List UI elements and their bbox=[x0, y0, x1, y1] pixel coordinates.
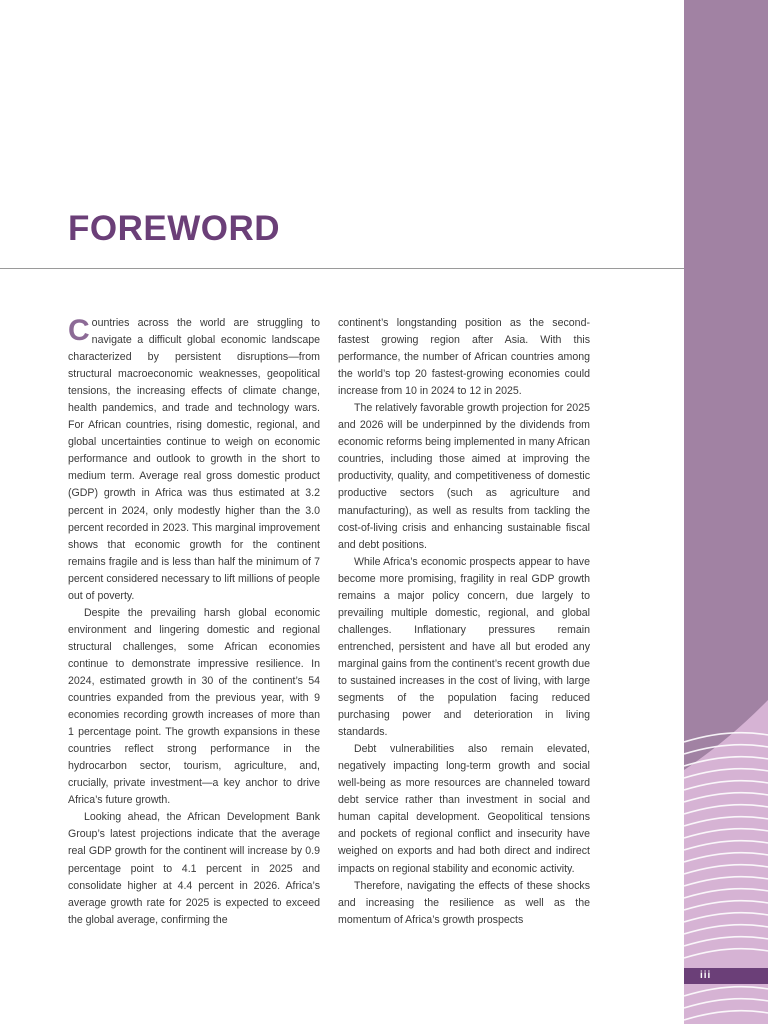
paragraph-text: ountries across the world are struggling to navigate a difficult global economic landscape characterized by persistent disruptions—from structural macroeconomic weaknesses, geopolitical tensions, the increasing effects of climate change, health pandemics, and trade and technology wars. For African countries, rising domestic, regional, and global uncertainties continue to weigh on economic performance and outlook to growth in the short to medium term. Average real gross domestic product (GDP) growth in Africa was thus estimated at 3.2 percent in 2024, only modestly higher than the 3.0 percent recorded in 2023. This marginal improvement shows that economic growth for the continent remains fragile and is less than half the minimum of 7 percent considered necessary to lift millions of people out of poverty. bbox=[68, 317, 320, 602]
title-divider bbox=[0, 268, 684, 269]
decorative-sidebar bbox=[684, 0, 768, 1024]
paragraph: Therefore, navigating the effects of these shocks and increasing the resilience as well as the momentum of Africa’s growth prospects bbox=[338, 879, 590, 926]
drop-cap: C bbox=[68, 314, 90, 347]
paragraph: The relatively favorable growth projection for 2025 and 2026 will be underpinned by the dividends from economic reforms being implemented in many African countries, including those aimed at improving the productivity, quality, and competitiveness of domestic productive sectors (such as agriculture and manufacturing), as well as results from tackling the cost-of-living crisis and enhancing sustainable fiscal and debt positions. bbox=[338, 402, 591, 551]
text-column-left bbox=[68, 315, 320, 929]
paragraph: While Africa’s economic prospects appear to have become more promising, fragility in real GDP growth remains a major policy concern, due largely to prevailing multiple domestic, regional, and global challenges. Inflationary pressures remain entrenched, persistent and have all but eroded any marginal gains from the continent’s recent growth due to sustained increases in the cost of living, with large segments of the population facing reduced purchasing power and deterioration in living standards. bbox=[338, 555, 590, 739]
paragraph: continent’s longstanding position as the second-fastest growing region after Asia. With this performance, the number of African countries among the world’s top 20 fastest-growing economies could increase from 10 in 2024 to 12 in 2025. bbox=[338, 317, 590, 398]
paragraph: Debt vulnerabilities also remain elevated, negatively impacting long-term growth and social well-being as more resources are channeled toward debt service rather than investment in social and human capital development. Geopolitical tensions and pockets of regional conflict and insecurity have weighed on exports and had both direct and indirect impacts on regional stability and economic activity. bbox=[338, 743, 590, 875]
page-number: iii bbox=[684, 968, 768, 984]
paragraph: Looking ahead, the African Development Bank Group’s latest projections indicate that the average real GDP growth for the continent will increase by 0.9 percentage point to 4.1 percent in 2025 and consolidate higher at 4.4 percent in 2026. Africa’s average growth rate for 2025 is expected to exceed the global average, confirming the bbox=[68, 811, 320, 926]
page-title: FOREWORD bbox=[68, 209, 281, 248]
text-column-right bbox=[338, 315, 590, 929]
wave-pattern-graphic bbox=[684, 0, 768, 1024]
paragraph: Despite the prevailing harsh global economic environment and lingering domestic and regional structural challenges, some African economies continue to demonstrate impressive resilience. In 2024, estimated growth in 30 of the continent’s 54 countries expanded from the previous year, with 9 economies recording growth increases of more than 1 percentage point. The growth expansions in these countries reflect strong performance in the hydrocarbon sector, tourism, agriculture, and, crucially, private investment—a key anchor to drive Africa’s future growth. bbox=[68, 606, 320, 807]
paragraph bbox=[68, 315, 320, 605]
